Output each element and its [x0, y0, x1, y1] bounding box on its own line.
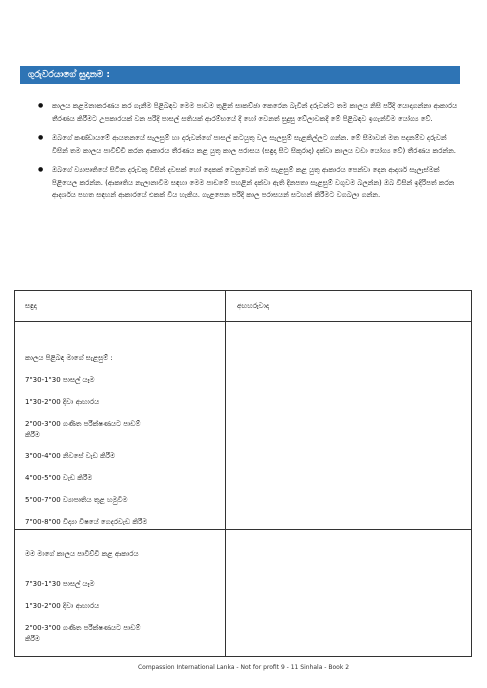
schedule-entry: 2"00-3"00 ගණිත පරීක්ෂණයට පාඩම් කිරීම: [25, 624, 141, 643]
section-header: [20, 66, 460, 84]
schedule-entry: 5"00-7"00 ව්‍යාපෘතිය තුළ හමුවීම: [25, 496, 128, 504]
actual-usage-title: මම මාගේ කාලය පාවිච්චි කළ ආකාරය: [25, 550, 139, 558]
instruction-item: ● ඔබගේ කණ්ඩායමේ ආයතනයේ සැලසුම් හා දරුවන්ගේ පාසල් කටයුතු වල සැලසුම් සැළකිල්ලට ගන්න. මේ සීමාවන් මත පදනම්ව දරුවන් විසින් තම කාලය පාවිච්චි කරන ආකාරය තීරණය කළ යුතු කාල පරාසය (සඳුදා සිට සිකුරාදා) දක්වා කාලය වඩා යෝග්‍ය වේ) තීරණය කරන්න.: [38, 132, 458, 157]
schedule-entry: 4"00-5"00 වැඩ කිරීම: [25, 474, 93, 482]
schedule-entry: 1"30-2"00 දිවා ආහාරය: [25, 398, 100, 406]
schedule-entry: 7"00-8"00 විද්‍යා විෂයේ ගෙදරවැඩ කිරීම: [25, 518, 148, 526]
row-divider: [15, 529, 471, 530]
column-divider: [225, 291, 226, 656]
monday-header: සඳුදා: [25, 302, 37, 310]
row-divider: [15, 321, 471, 322]
schedule-entry: 7"30-1"30 පාසල් යෑම: [25, 376, 95, 384]
instruction-list: [38, 100, 458, 209]
schedule-entry: 1"30-2"00 දිවා ආහාරය: [25, 602, 100, 610]
page-footer: Compassion International Lanka - Not for profit 9 - 11 Sinhala - Book 2: [137, 664, 350, 671]
plan-title: කාලය පිළිබඳ මාගේ සැළසුම් :: [25, 354, 113, 362]
schedule-entry: 7"30-1"30 පාසල් යෑම: [25, 580, 95, 588]
schedule-entry: 2"00-3"00 ගණිත පරීක්ෂණයට පාඩම් කිරීම: [25, 420, 141, 439]
schedule-entry: 3"00-4"00 නිවසේ වැඩ කිරීම: [25, 452, 115, 460]
section-header-title: ගුරුවරයාගේ සුදානම :: [28, 70, 110, 80]
instruction-item: ● ඔබගේ ව්‍යාපෘතියේ සිටින දරුවකු විසින් දවසක් හෝ දෙකක් වෙනුවෙන් තම සැළසුම් කළ යුතු ආකාරය පෙන්වා දෙන ආදර්ශ සැලැස්මක් පිළියෙල කරන්න. (ආකෘතිය නැලානාවීම සඳහා මෙම පාඩමේ පහළින් දක්වා ඇති දිනපතා සැළසුම් වගුවම බලන්න) ඔබ විසින් ඉදිරිපත් කරන ආදර්ශය පහත සඳහන් ආකාරයේ එකක් විය හැකිය. ගැළපෙන පරිදි කාල පරාසයන් සටහන් කිරීමට වගබලා ගන්න.: [38, 164, 458, 202]
schedule-table: [14, 290, 472, 657]
tuesday-header: අඟහරුවාදා: [237, 302, 270, 310]
instruction-item: ● කාලය කළමනාකරණය කර ගැනීම පිළිබඳව මෙම පාඩම තුළින් සාකච්ඡා කෙරෙන බැවින් දරුවන්ට තම කාලය නිසි පරිදි යොදාගන්නා ආකාරය තීරණය කිරීමට උපකාරයක් වන පරිදි පාසල් සතියක් ආරම්භයේ දී හෝ වෙනත් සුදුසු වේලාවකදී මේ පිළිබඳව ඉගැන්වීම යෝග්‍ය වේ.: [38, 100, 458, 125]
